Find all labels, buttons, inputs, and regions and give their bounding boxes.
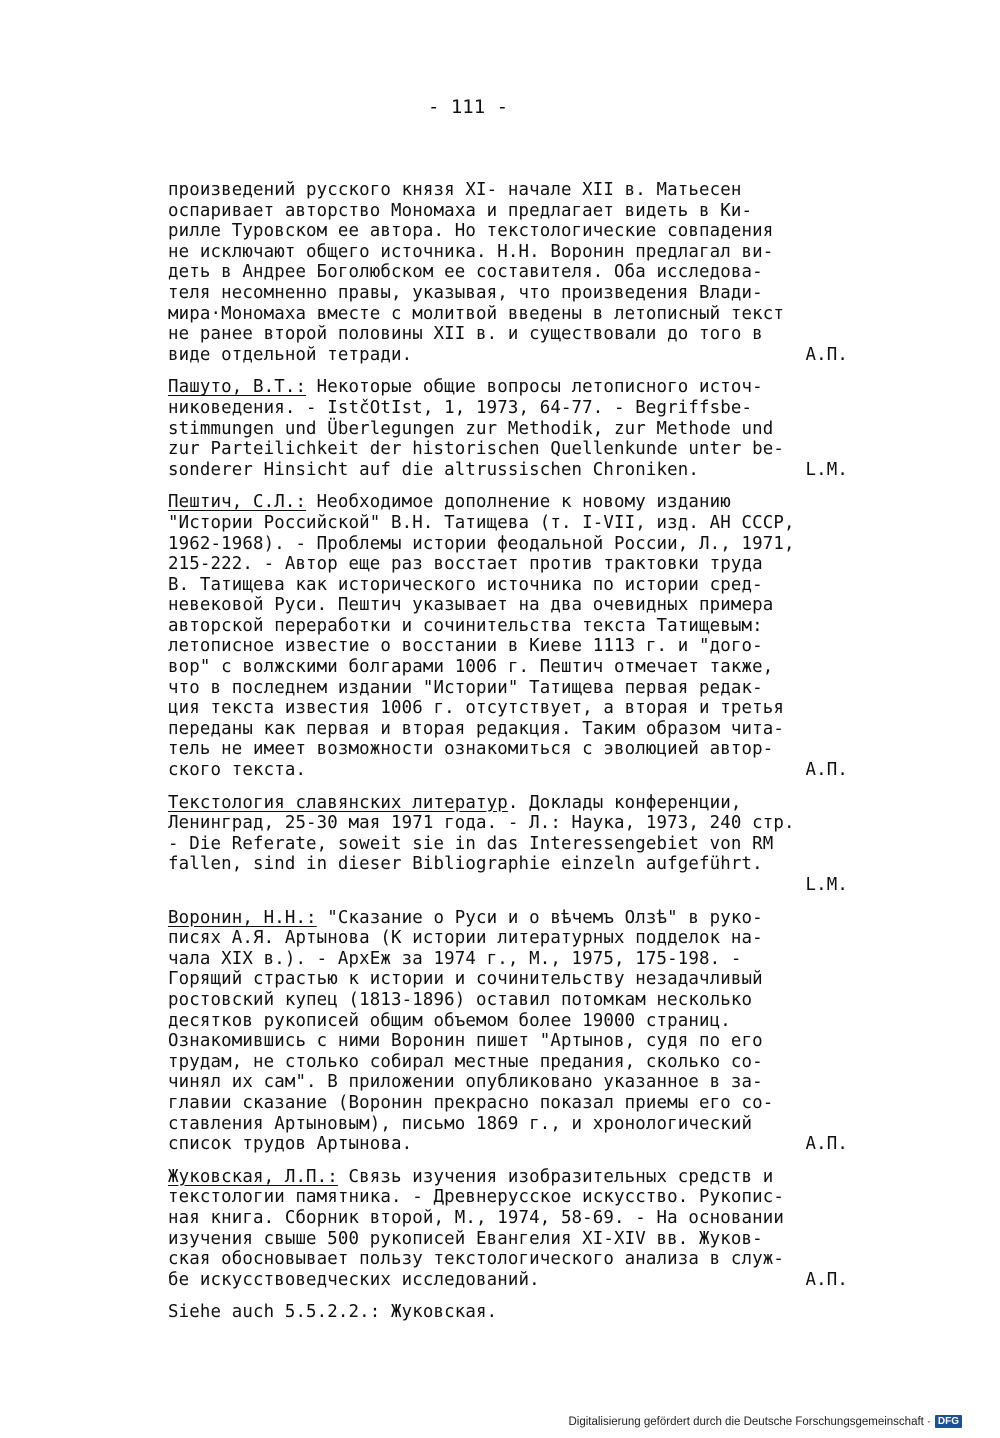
text-line-last: виде отдельной тетради. А.П. xyxy=(168,345,858,366)
text-line: тель не имеет возможности ознакомиться с эволюцией автор- xyxy=(168,739,774,760)
text-line: главии сказание (Воронин прекрасно показал приемы его со- xyxy=(168,1092,774,1113)
see-also-note: Siehe auch 5.5.2.2.: Жуковская. xyxy=(168,1302,498,1323)
text-line: деть в Андрее Боголюбском ее составителя. Оба исследова- xyxy=(168,262,763,283)
text-line: что в последнем издании "Истории" Татищева первая редак- xyxy=(168,677,763,698)
text-line: Жуковская, Л.П.: Связь изучения изобразительных средств и xyxy=(168,1166,774,1187)
text-line: изучения свыше 500 рукописей Евангелия XI-XIV вв. Жуков- xyxy=(168,1228,763,1249)
text-line: переданы как первая и вторая редакция. Таким образом чита- xyxy=(168,718,784,739)
text-line: невековой Руси. Пештич указывает на два очевидных примера xyxy=(168,595,774,616)
text-line: не исключают общего источника. Н.Н. Воронин предлагал ви- xyxy=(168,241,774,262)
text-line: ростовский купец (1813-1896) оставил потомкам несколько xyxy=(168,989,753,1010)
text-line: zur Parteilichkeit der historischen Quellenkunde unter be- xyxy=(168,439,784,460)
text-line: никоведения. - IstčOtIst, 1, 1973, 64-77. - Begriffsbe- xyxy=(168,397,753,418)
text-line-last xyxy=(168,875,858,896)
text-line: fallen, sind in dieser Bibliographie einzeln aufgeführt. xyxy=(168,854,763,875)
text-line: 215-222. - Автор еще раз восстает против трактовки труда xyxy=(168,554,763,575)
text-line: вор" с волжскими болгарами 1006 г. Пештич отмечает также, xyxy=(168,657,774,678)
page-number: - 111 - xyxy=(427,96,509,118)
text-line: Горящий страстью к истории и сочинительству незадачливый xyxy=(168,969,763,990)
text-line: Ленинград, 25-30 мая 1971 года. - Л.: Наука, 1973, 240 стр. xyxy=(168,813,795,834)
reviewer-initials: А.П. xyxy=(805,760,848,781)
text-line: рилле Туровском ее автора. Но текстологические совпадения xyxy=(168,221,774,242)
text-line: В. Татищева как исторического источника по истории сред- xyxy=(168,574,763,595)
footer-text: Digitalisierung gefördert durch die Deutsche Forschungsgemeinschaft · xyxy=(568,1415,931,1428)
bibliography-entry-pashuto xyxy=(168,377,858,480)
text-line: авторской переработки и сочинительства текста Татищевым: xyxy=(168,615,763,636)
text-line: теля несомненно правы, указывая, что произведения Влади- xyxy=(168,282,763,303)
text-line: писях А.Я. Артынова (К истории литературных подделок на- xyxy=(168,928,763,949)
entry-author: Воронин, Н.Н.: xyxy=(168,907,317,928)
entry-author: Пештич, С.Л.: xyxy=(168,492,307,513)
reviewer-initials: А.П. xyxy=(805,1134,848,1155)
text-line: трудам, не столько собирал местные предания, сколько со- xyxy=(168,1051,763,1072)
text-line: "Истории Российской" В.Н. Татищева (т. I-VII, изд. АН СССР, xyxy=(168,512,795,533)
text-line: десятков рукописей общим объемом более 19000 страниц. xyxy=(168,1010,731,1031)
digitization-footer xyxy=(568,1415,962,1428)
dfg-logo: DFG xyxy=(935,1415,962,1428)
reviewer-initials: А.П. xyxy=(805,1269,848,1290)
text-line: ная книга. Сборник второй, М., 1974, 58-69. - На основании xyxy=(168,1207,784,1228)
text-line: мира·Мономаха вместе с молитвой введены в летописный текст xyxy=(168,303,784,324)
bibliography-text xyxy=(168,180,858,1323)
text-line: ская обосновывает пользу текстологического анализа в служ- xyxy=(168,1249,784,1270)
text-line-last: ского текста. А.П. xyxy=(168,760,858,781)
text-line: текстологии памятника. - Древнерусское искусство. Рукопис- xyxy=(168,1187,784,1208)
bibliography-entry-continuation xyxy=(168,180,858,365)
bibliography-entry-textology xyxy=(168,793,858,896)
entry-author: Пашуто, В.Т.: xyxy=(168,377,307,398)
text-line: ставления Артыновым), письмо 1869 г., и хронологический xyxy=(168,1113,753,1134)
text-line: 1962-1968). - Проблемы истории феодальной России, Л., 1971, xyxy=(168,533,795,554)
text-line: чинял их сам". В приложении опубликовано указанное в за- xyxy=(168,1072,763,1093)
reviewer-initials: А.П. xyxy=(805,344,848,365)
text-line-last: список трудов Артынова. А.П. xyxy=(168,1134,858,1155)
text-line: Пештич, С.Л.: Необходимое дополнение к новому изданию xyxy=(168,492,731,513)
text-line: чала XIX в.). - АрхЕж за 1974 г., М., 1975, 175-198. - xyxy=(168,948,742,969)
text-line: произведений русского князя XI- начале XII в. Матьесен xyxy=(168,180,742,200)
entry-author: Жуковская, Л.П.: xyxy=(168,1166,338,1187)
text-line: Воронин, Н.Н.: "Сказание о Руси и о вѣчемъ Олзѣ" в руко- xyxy=(168,907,763,928)
text-line: ция текста известия 1006 г. отсутствует, а вторая и третья xyxy=(168,698,784,719)
reviewer-initials: L.M. xyxy=(805,875,848,895)
entry-author: Текстология славянских литератур xyxy=(168,792,508,813)
text-line: летописное известие о восстании в Киеве 1113 г. и "дого- xyxy=(168,636,763,657)
bibliography-entry-peshtich xyxy=(168,492,858,780)
text-line: оспаривает авторство Мономаха и предлагает видеть в Ки- xyxy=(168,200,753,221)
text-line: stimmungen und Überlegungen zur Methodik, zur Methode und xyxy=(168,418,774,439)
text-line: не ранее второй половины XII в. и существовали до того в xyxy=(168,324,763,345)
text-line: Пашуто, В.Т.: Некоторые общие вопросы летописного источ- xyxy=(168,377,763,398)
text-line: Ознакомившись с ними Воронин пишет "Артынов, судя по его xyxy=(168,1031,763,1052)
text-line: Текстология славянских литератур. Доклады конференции, xyxy=(168,792,742,813)
reviewer-initials: L.M. xyxy=(805,459,848,480)
text-line-last: бе искусствоведческих исследований. А.П. xyxy=(168,1270,858,1291)
text-line-last: sonderer Hinsicht auf die altrussischen Chroniken. L.M. xyxy=(168,460,858,481)
bibliography-entry-zhukovskaya xyxy=(168,1167,858,1291)
text-line: - Die Referate, soweit sie in das Interessengebiet von RM xyxy=(168,833,774,854)
bibliography-entry-voronin xyxy=(168,908,858,1155)
